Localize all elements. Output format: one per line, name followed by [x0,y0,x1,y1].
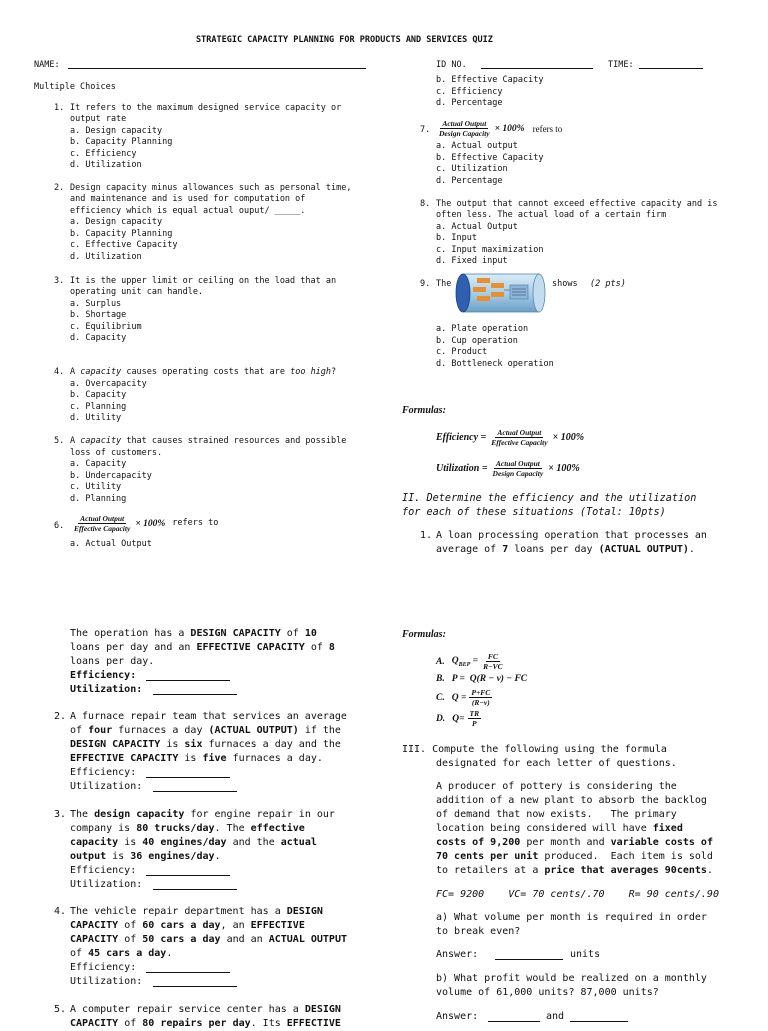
question-text: operating unit can handle. [70,287,204,297]
choice: a. Design capacity [70,126,163,136]
fraction: $\frac{TR}{P}$ [469,709,480,728]
efficiency-answer-line[interactable] [146,875,230,876]
id-label: ID NO. [436,60,467,70]
section-heading: designated for each letter of questions. [436,758,677,769]
efficiency-formula: Efficiency = $\frac{\text{Actual Output}}{\text{Effective Capacity}}$ × 100% [436,428,585,447]
problem-text: The operation has a DESIGN CAPACITY of 10 [70,628,317,639]
problem-text: of four furnaces a day (ACTUAL OUTPUT) if the [70,725,341,736]
choice: b. Capacity Planning [70,229,173,239]
choice: a. Surplus [70,299,122,309]
question-text: to break even? [436,926,521,937]
choice: a. Capacity [70,459,127,469]
question-text: and maintenance and is used for computation of [70,194,306,204]
choice: b. Capacity [70,390,127,400]
fraction: $\frac{\text{Actual Output}}{\text{Effective Capacity}}$ [491,428,548,447]
choice: c. Input maximization [436,245,544,255]
choice: c. Equilibrium [70,322,142,332]
formula-expression: $\frac{\text{Actual Output}}{\text{Effective Capacity}}$ × 100% refers to [74,514,219,533]
question-text: efficiency which is equal actual ouput/ _____. [70,206,306,216]
problem-number: 5. [54,1004,67,1015]
choice: d. Utilization [70,252,142,262]
problem-text: EFFECTIVE CAPACITY is five furnaces a day. [70,753,323,764]
choice: b. Cup operation [436,336,518,346]
problem-text: A furnace repair team that services an average [70,711,347,722]
answer-line[interactable] [488,1021,540,1022]
section-heading: II. Determine the efficiency and the utilization [402,493,697,504]
unit-label: units [570,949,601,960]
utilization-answer-line[interactable] [153,791,237,792]
choice: a. Plate operation [436,324,529,334]
choice: c. Utilization [436,164,508,174]
efficiency-answer-line[interactable] [146,680,230,681]
problem-text: loans per day and an EFFECTIVE CAPACITY of 8 [70,642,335,653]
problem-text: average of 7 loans per day (ACTUAL OUTPUT). [436,544,695,555]
problem-text: DESIGN CAPACITY is six furnaces a day and the [70,739,341,750]
question-text: It is the upper limit or ceiling on the load that an [70,276,337,286]
problem-number: 1. [420,530,433,541]
choice: b. Effective Capacity [436,153,544,163]
choice: c. Planning [70,402,127,412]
question-number: 1. [54,103,65,113]
problem-text: costs of 9,200 per month and variable costs of [436,837,713,848]
efficiency-label: Efficiency: [70,962,137,973]
question-number: 5. [54,436,65,446]
utilization-label: Utilization: [70,684,143,695]
problem-text: capacity is 40 engines/day and the actual [70,837,317,848]
formulas-heading: Formulas: [402,405,446,416]
problem-number: 2. [54,711,67,722]
choice: a. Design capacity [70,217,163,227]
choice: d. Utility [70,413,122,423]
choice: a. Actual output [436,141,518,151]
choice: b. Shortage [70,310,127,320]
answer-label: Answer: [436,1011,479,1022]
fraction: $\frac{\text{Actual Output}}{\text{Effective Capacity}}$ [74,514,131,533]
choice: c. Efficiency [436,87,503,97]
problem-text: The design capacity for engine repair in our [70,809,335,820]
problem-text: 70 cents per unit produced. Each item is sold [436,851,713,862]
choice: c. Utility [70,482,122,492]
question-text: The [436,279,452,289]
formulas-heading: Formulas: [402,629,446,640]
problem-text: The vehicle repair department has a DESIGN [70,906,323,917]
choice: d. Percentage [436,98,503,108]
utilization-label: Utilization: [70,976,143,987]
section-heading: for each of these situations (Total: 10pts) [402,507,666,518]
time-label: TIME: [608,60,634,70]
choice: b. Effective Capacity [436,75,544,85]
section-heading: III. Compute the following using the formula [402,744,667,755]
problem-text: of 45 cars a day. [70,948,173,959]
problem-number: 4. [54,906,67,917]
section-heading: Multiple Choices [34,82,116,92]
problem-text: CAPACITY of 50 cars a day and an ACTUAL OUTPUT [70,934,347,945]
question-text: It refers to the maximum designed service capacity or [70,103,342,113]
question-text: The output that cannot exceed effective capacity and is [436,199,718,209]
formula-a: A. $Q_{BEP}$ = $\frac{FC}{R-VC}$ [436,652,503,671]
fraction: $\frac{P+FC}{(R-v)}$ [471,688,491,707]
choice: a. Actual Output [70,539,152,549]
utilization-answer-line[interactable] [153,694,237,695]
question-text: a) What volume per month is required in order [436,912,707,923]
choice: c. Effective Capacity [70,240,178,250]
problem-text: A computer repair service center has a DESIGN [70,1004,341,1015]
choice: a. Overcapacity [70,379,147,389]
choice: d. Planning [70,494,127,504]
utilization-label: Utilization: [70,879,143,890]
question-text: b) What profit would be realized on a monthly [436,973,707,984]
given-values: FC= 9200 VC= 70 cents/.70 R= 90 cents/.90 [436,889,719,900]
question-text: A capacity causes operating costs that are too high? [70,367,337,377]
efficiency-label: Efficiency: [70,865,137,876]
efficiency-label: Efficiency: [70,670,137,681]
time-field[interactable] [639,68,703,69]
choice: b. Capacity Planning [70,137,173,147]
efficiency-label: Efficiency: [70,767,137,778]
problem-text: addition of a new plant to absorb the backlog [436,795,707,806]
question-number: 8. [420,199,431,209]
and-label: and [546,1011,565,1022]
problem-text: output is 36 engines/day. [70,851,221,862]
choice: d. Fixed input [436,256,508,266]
problem-text: of demand that now exists. The primary [436,809,677,820]
problem-text: CAPACITY of 80 repairs per day. Its EFFECTIVE [70,1018,341,1029]
question-text: Design capacity minus allowances such as personal time, [70,183,352,193]
problem-text: A loan processing operation that processes an [436,530,707,541]
utilization-formula: Utilization = $\frac{\text{Actual Output}}{\text{Design Capacity}}$ × 100% [436,459,580,478]
fraction: $\frac{\text{Actual Output}}{\text{Design Capacity}}$ [492,459,544,478]
points-note: (2 pts) [590,279,626,289]
question-text: A capacity that causes strained resources and possible [70,436,347,446]
fraction: $\frac{\text{Actual Output}}{\text{Design Capacity}}$ [439,119,490,138]
problem-text: CAPACITY of 60 cars a day, an EFFECTIVE [70,920,305,931]
question-number: 2. [54,183,65,193]
formula-b: B. P = Q(R − v) − FC [436,674,528,684]
utilization-answer-line[interactable] [153,986,237,987]
page-title: STRATEGIC CAPACITY PLANNING FOR PRODUCTS AND SERVICES QUIZ [196,35,493,45]
problem-text: A producer of pottery is considering the [436,781,677,792]
question-text: loss of customers. [70,448,163,458]
choice: d. Bottleneck operation [436,359,554,369]
choice: b. Input [436,233,477,243]
problem-text: company is 80 trucks/day. The effective [70,823,305,834]
question-text: volume of 61,000 units? 87,000 units? [436,987,659,998]
fraction: $\frac{FC}{R-VC}$ [483,652,503,671]
answer-line[interactable] [570,1021,628,1022]
process-diagram-image [455,270,547,316]
question-number: 4. [54,367,65,377]
problem-text: location being considered will have fixed [436,823,683,834]
formula-expression: $\frac{\text{Actual Output}}{\text{Design Capacity}}$ × 100% refers to [439,119,563,138]
question-number: 6. [54,521,65,531]
question-number: 3. [54,276,65,286]
choice: d. Percentage [436,176,503,186]
choice: d. Utilization [70,160,142,170]
utilization-label: Utilization: [70,781,143,792]
name-field[interactable] [68,68,366,69]
choice: c. Product [436,347,488,357]
formula-d: D. Q= $\frac{TR}{P}$ [436,709,480,728]
problem-text: to retailers at a price that averages 90cents. [436,865,713,876]
choice: a. Actual Output [436,222,518,232]
question-number: 9. [420,279,431,289]
utilization-answer-line[interactable] [153,889,237,890]
problem-number: 3. [54,809,67,820]
question-number: 7. [420,125,431,135]
efficiency-answer-line[interactable] [146,972,230,973]
answer-label: Answer: [436,949,479,960]
efficiency-answer-line[interactable] [146,777,230,778]
question-text: shows [552,279,578,289]
question-text: output rate [70,114,127,124]
name-label: NAME: [34,60,60,70]
choice: c. Efficiency [70,149,137,159]
question-text: often less. The actual load of a certain firm [436,210,667,220]
choice: d. Capacity [70,333,127,343]
answer-line[interactable] [495,959,563,960]
formula-c: C. Q = $\frac{P+FC}{(R-v)}$ [436,688,491,707]
problem-text: loans per day. [70,656,155,667]
id-field[interactable] [481,68,593,69]
choice: b. Undercapacity [70,471,152,481]
